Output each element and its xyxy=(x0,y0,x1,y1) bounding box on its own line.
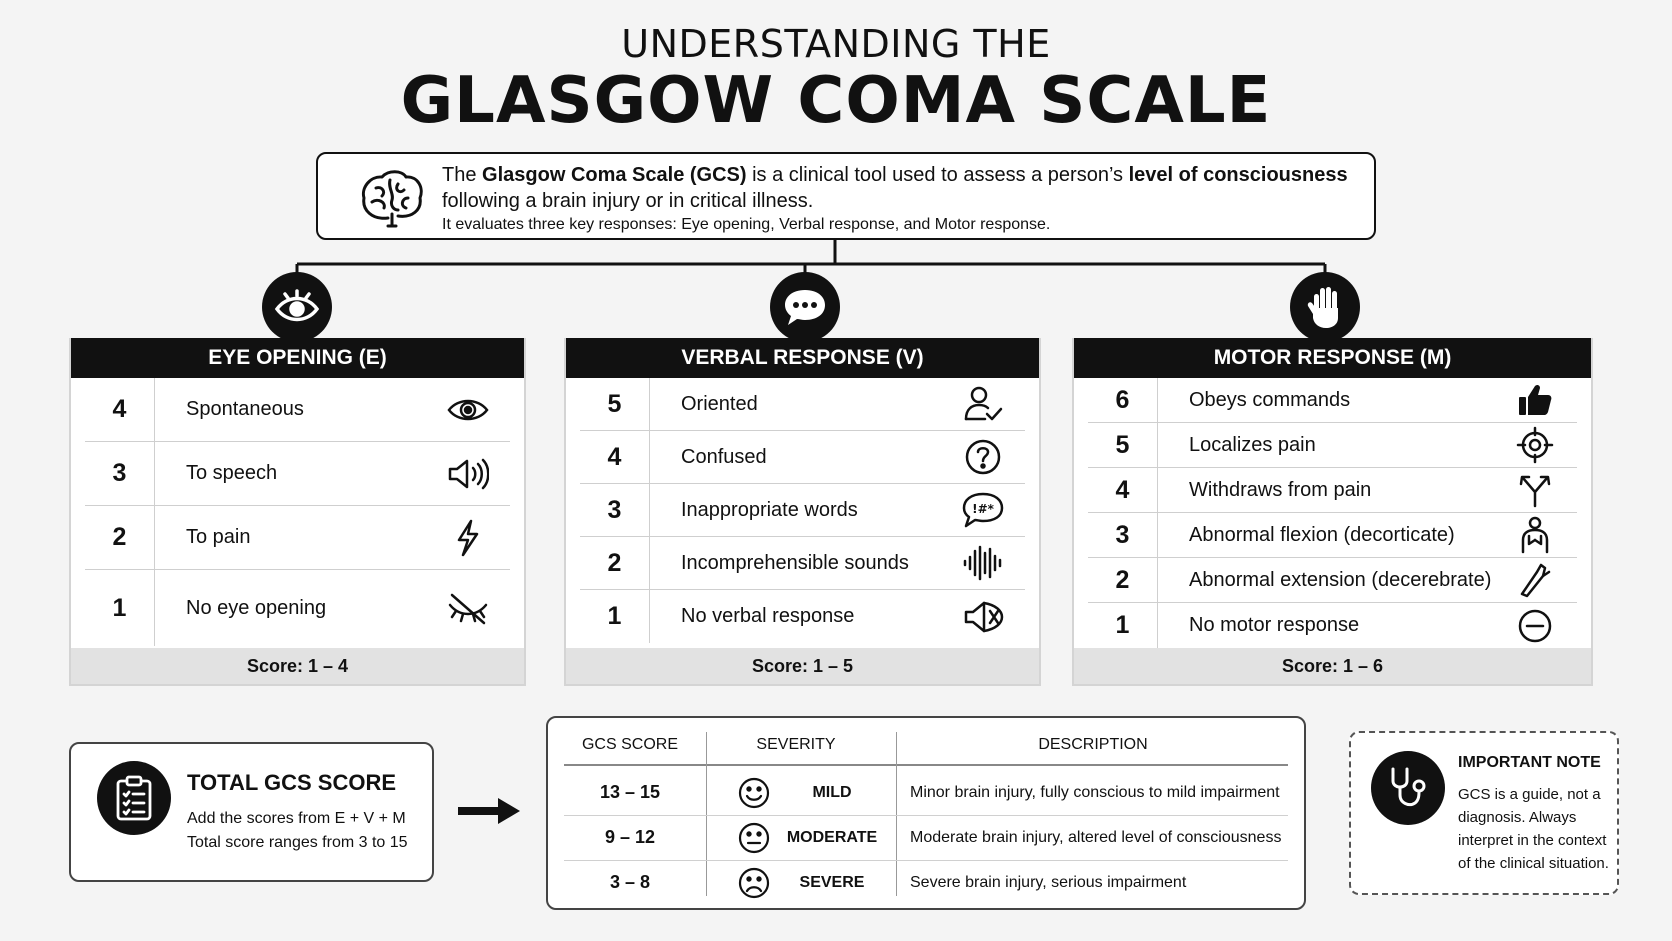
motor-panel-title: MOTOR RESPONSE (M) xyxy=(1074,338,1591,378)
crosshair-icon xyxy=(1513,425,1557,465)
verbal-panel-title: VERBAL RESPONSE (V) xyxy=(566,338,1039,378)
col-gcs-score: GCS SCORE xyxy=(581,736,678,753)
eye-row xyxy=(85,570,510,646)
eye-row xyxy=(85,442,510,506)
motor-score-range: Score: 1 – 6 xyxy=(1074,648,1591,684)
brain-icon xyxy=(358,168,426,230)
extension-arm-icon xyxy=(1513,560,1557,600)
motor-row xyxy=(1088,423,1577,468)
col-description: DESCRIPTION xyxy=(1038,736,1148,753)
flexion-figure-icon xyxy=(1513,515,1557,555)
motor-label: Obeys commands xyxy=(1189,388,1351,411)
eye-closed-icon xyxy=(446,588,490,628)
severity-score: 3 – 8 xyxy=(609,872,651,892)
person-check-icon xyxy=(961,384,1005,424)
eye-rows xyxy=(85,378,510,646)
intro-text-a: The xyxy=(442,164,483,186)
verbal-label: Oriented xyxy=(681,392,758,415)
eye-panel-title: EYE OPENING (E) xyxy=(71,338,524,378)
verbal-rows xyxy=(580,378,1025,643)
severity-description: Severe brain injury, serious impairment xyxy=(910,873,1187,891)
eye-open-icon xyxy=(446,390,490,430)
lightning-icon xyxy=(446,518,490,558)
severity-table xyxy=(546,716,1306,910)
split-arrow-icon xyxy=(1513,470,1557,510)
sound-wave-icon xyxy=(961,543,1005,583)
eye-score-1: 1 xyxy=(85,570,155,646)
stethoscope-icon xyxy=(1385,765,1431,811)
arrow-right-icon xyxy=(458,796,522,826)
motor-badge xyxy=(1290,272,1360,342)
thumbs-up-icon xyxy=(1513,380,1557,420)
verbal-label: Confused xyxy=(681,445,767,468)
eye-icon xyxy=(273,287,321,327)
intro-line-2: following a brain injury or in critical illness. xyxy=(442,190,814,212)
verbal-score-1: 1 xyxy=(580,590,650,643)
verbal-score-range: Score: 1 – 5 xyxy=(566,648,1039,684)
motor-label: No motor response xyxy=(1189,614,1360,636)
motor-score-4: 4 xyxy=(1088,468,1158,512)
severity-row xyxy=(564,770,1288,815)
eye-label: To pain xyxy=(186,526,251,548)
motor-score-3: 3 xyxy=(1088,513,1158,557)
motor-rows xyxy=(1088,378,1577,648)
eye-score-2: 2 xyxy=(85,506,155,569)
eye-badge xyxy=(262,272,332,342)
motor-label: Abnormal extension (decerebrate) xyxy=(1189,568,1492,591)
verbal-response-panel xyxy=(564,338,1041,686)
intro-line-3: It evaluates three key responses: Eye opening, Verbal response, and Motor response. xyxy=(442,216,1051,233)
swear-bubble-icon xyxy=(961,490,1005,530)
verbal-label: Inappropriate words xyxy=(681,498,858,521)
severity-score: 13 – 15 xyxy=(599,782,661,802)
verbal-badge xyxy=(770,272,840,342)
total-gcs-box xyxy=(69,742,434,882)
eye-row xyxy=(85,378,510,442)
note-title: IMPORTANT NOTE xyxy=(1458,754,1601,771)
severity-score: 9 – 12 xyxy=(604,827,656,847)
total-line-2: Total score ranges from 3 to 15 xyxy=(187,834,408,851)
severity-row xyxy=(564,815,1288,860)
speech-bubble-icon xyxy=(782,286,828,328)
intro-line-1 xyxy=(442,164,1348,187)
verbal-score-4: 4 xyxy=(580,431,650,483)
intro-text-c: is a clinical tool used to assess a person’s xyxy=(746,164,1129,186)
verbal-row xyxy=(580,537,1025,590)
mute-speaker-icon xyxy=(961,597,1005,637)
eye-label: Spontaneous xyxy=(186,398,304,420)
page-title: GLASGOW COMA SCALE xyxy=(400,64,1272,138)
motor-row xyxy=(1088,468,1577,513)
motor-score-6: 6 xyxy=(1088,378,1158,422)
total-line-1: Add the scores from E + V + M xyxy=(187,810,406,827)
severity-description: Minor brain injury, fully conscious to mild impairment xyxy=(910,783,1280,801)
eye-score-3: 3 xyxy=(85,442,155,505)
clipboard-icon xyxy=(114,775,154,821)
speaker-icon xyxy=(446,454,490,494)
swear-glyph: !#* xyxy=(972,502,994,516)
note-body: GCS is a guide, not a diagnosis. Always interpret in the context of the clinical situation. xyxy=(1458,786,1609,872)
intro-gcs-bold: Glasgow Coma Scale (GCS) xyxy=(482,164,747,186)
eye-opening-panel xyxy=(69,338,526,686)
severity-description: Moderate brain injury, altered level of consciousness xyxy=(910,828,1282,846)
minus-circle-icon xyxy=(1513,606,1557,646)
intro-consciousness-bold: level of consciousness xyxy=(1128,164,1348,186)
col-severity: SEVERITY xyxy=(756,736,836,753)
eye-score-4: 4 xyxy=(85,378,155,441)
question-icon xyxy=(961,437,1005,477)
clipboard-badge xyxy=(97,761,171,835)
motor-score-1: 1 xyxy=(1088,603,1158,648)
important-note-box xyxy=(1349,731,1619,895)
severity-level: SEVERE xyxy=(799,873,865,891)
eye-label: No eye opening xyxy=(186,596,327,619)
eye-label: To speech xyxy=(186,462,278,484)
motor-score-5: 5 xyxy=(1088,423,1158,467)
header-divider xyxy=(564,764,1288,766)
verbal-label: No verbal response xyxy=(681,605,855,627)
title-top: UNDERSTANDING THE xyxy=(621,22,1051,66)
motor-label: Withdraws from pain xyxy=(1189,478,1372,501)
sad-face-icon xyxy=(738,867,770,899)
motor-label: Abnormal flexion (decorticate) xyxy=(1189,523,1455,546)
verbal-row xyxy=(580,590,1025,643)
verbal-row xyxy=(580,378,1025,431)
motor-score-2: 2 xyxy=(1088,558,1158,602)
severity-row xyxy=(564,860,1288,905)
eye-score-range: Score: 1 – 4 xyxy=(71,648,524,684)
verbal-score-2: 2 xyxy=(580,537,650,589)
severity-level: MILD xyxy=(812,783,852,801)
stethoscope-badge xyxy=(1371,751,1445,825)
motor-row xyxy=(1088,603,1577,648)
motor-response-panel xyxy=(1072,338,1593,686)
motor-row xyxy=(1088,558,1577,603)
neutral-face-icon xyxy=(738,822,770,854)
motor-row xyxy=(1088,513,1577,558)
eye-row xyxy=(85,506,510,570)
verbal-score-5: 5 xyxy=(580,378,650,430)
total-title: TOTAL GCS SCORE xyxy=(187,770,397,795)
hand-icon xyxy=(1305,284,1345,330)
verbal-label: Incomprehensible sounds xyxy=(681,551,909,574)
verbal-score-3: 3 xyxy=(580,484,650,536)
motor-row xyxy=(1088,378,1577,423)
intro-box xyxy=(316,152,1376,240)
verbal-row xyxy=(580,431,1025,484)
motor-label: Localizes pain xyxy=(1189,433,1316,456)
verbal-row xyxy=(580,484,1025,537)
severity-level: MODERATE xyxy=(786,828,878,846)
smile-face-icon xyxy=(738,777,770,809)
